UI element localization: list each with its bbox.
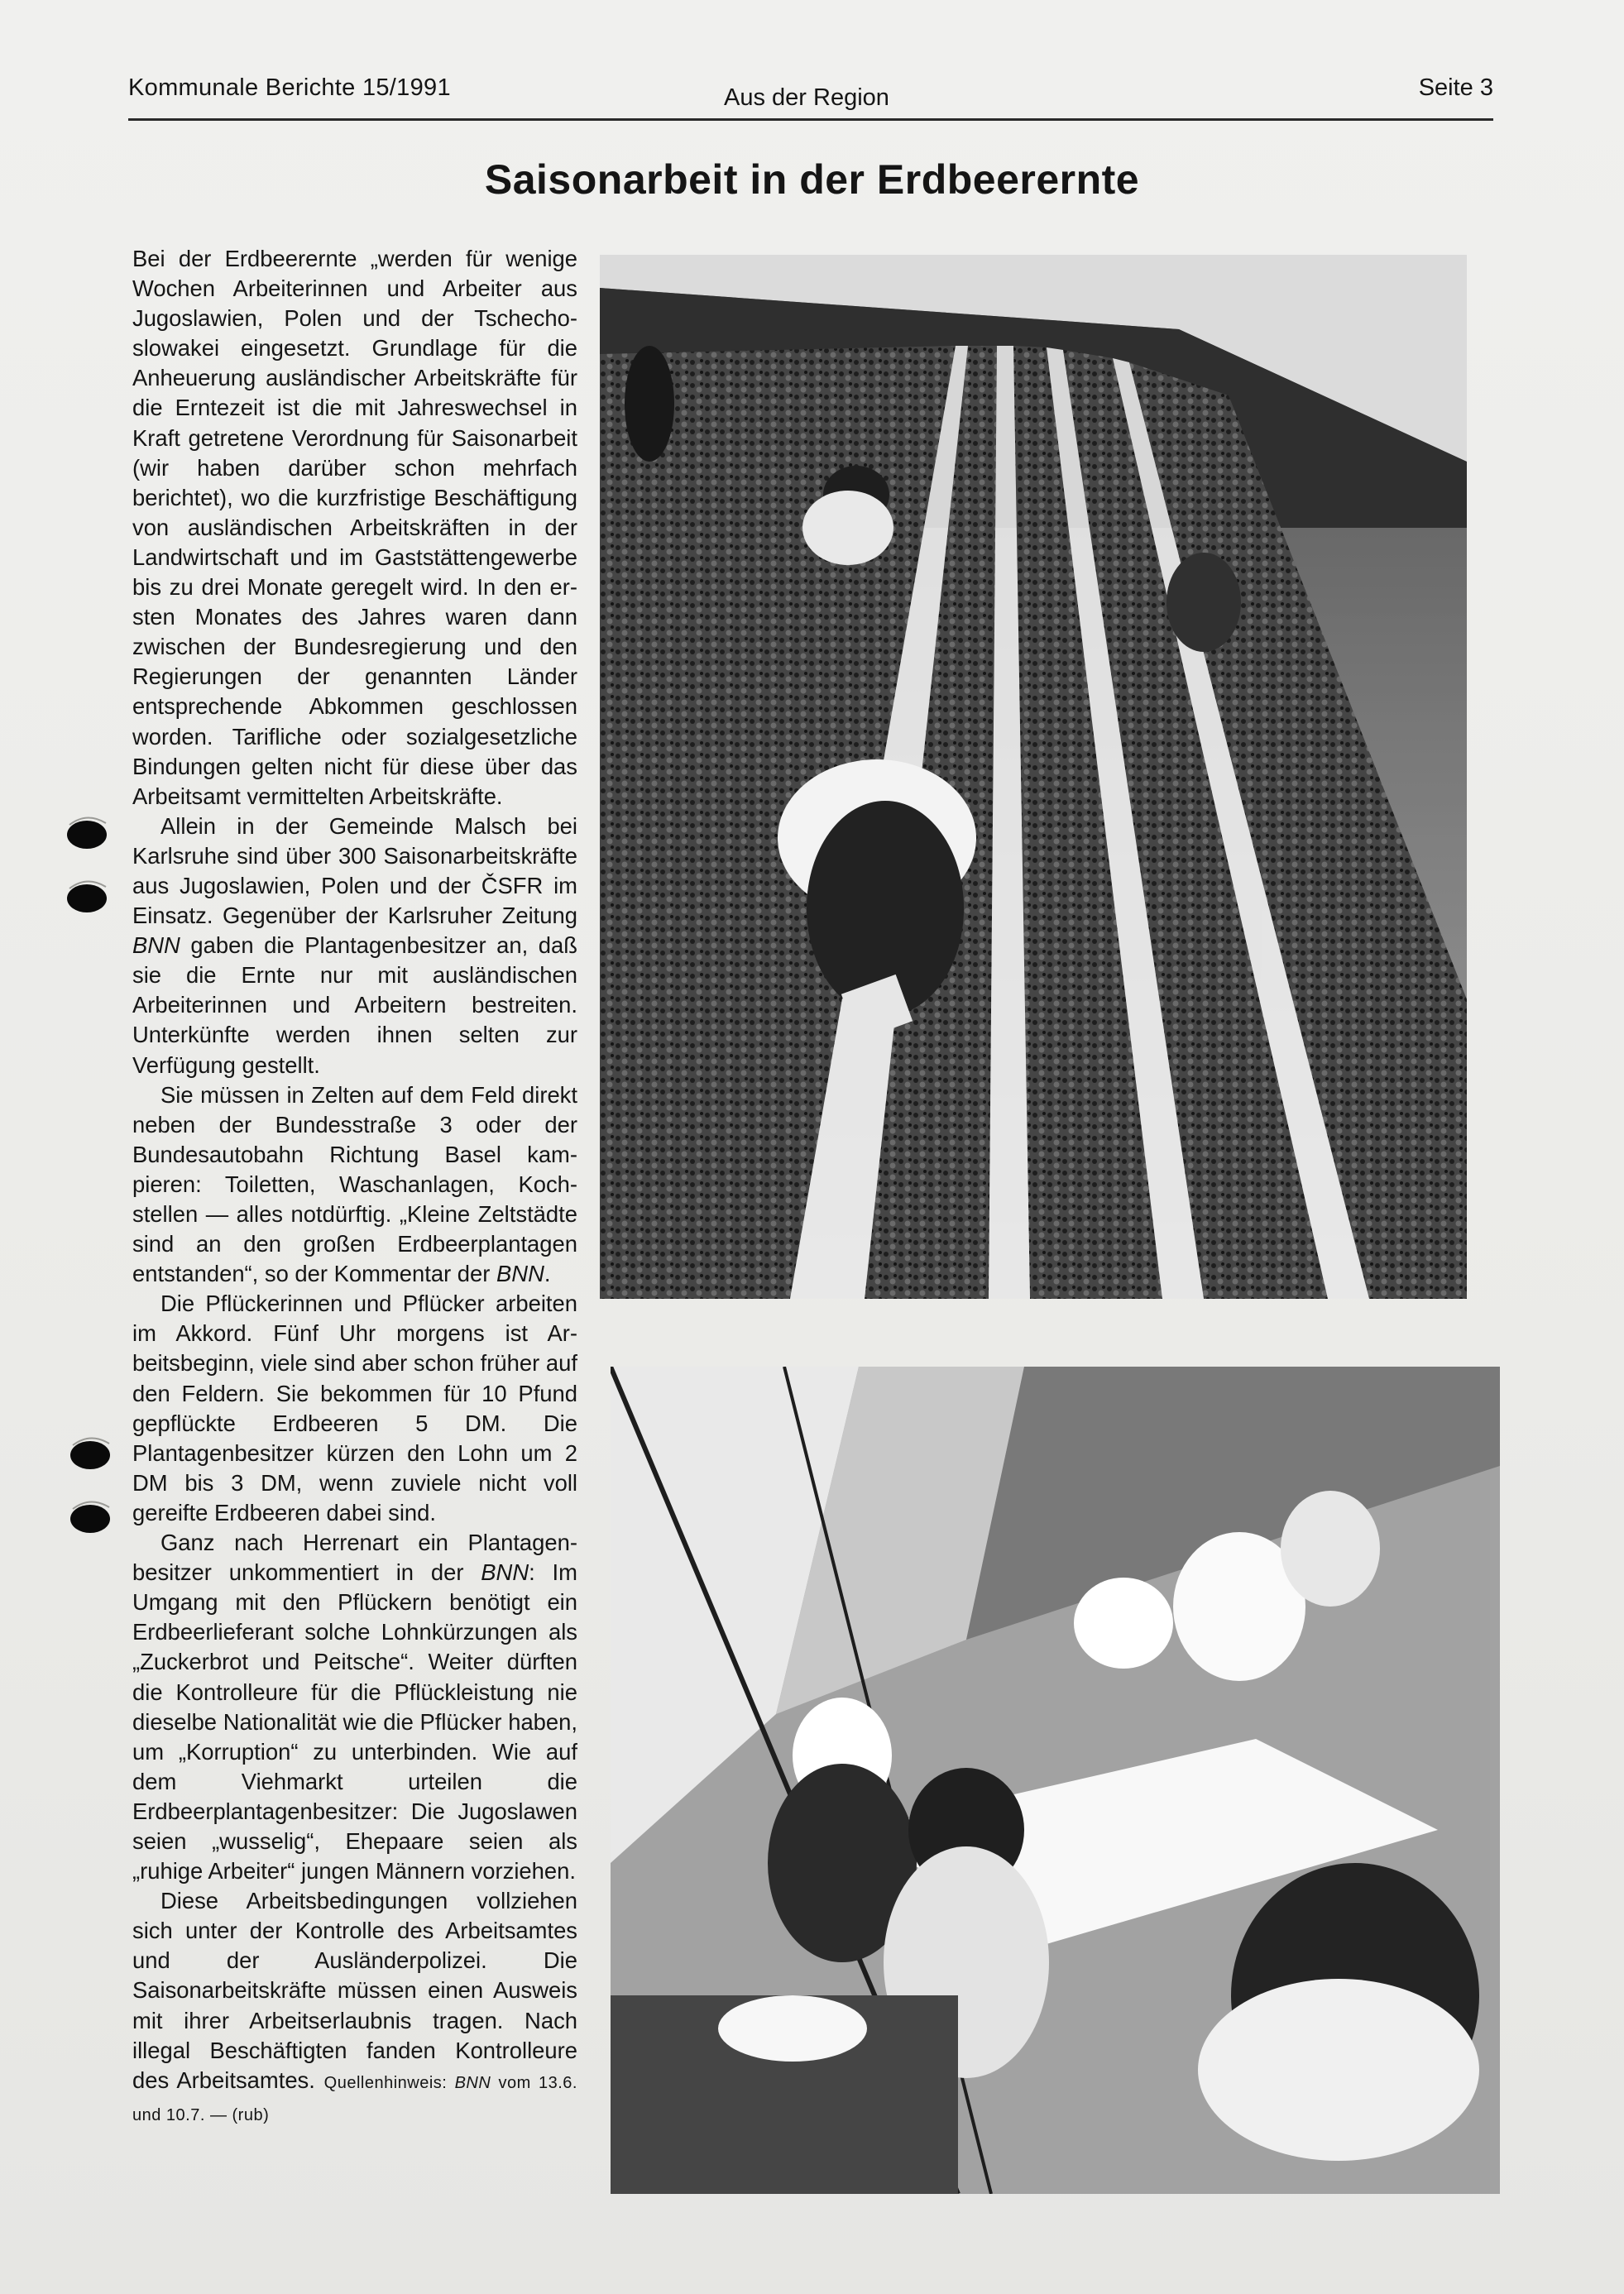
page-number: Seite 3 [1418,74,1493,101]
tent-camp-workers-photo [611,1367,1500,2194]
paragraph-3: Sie müssen in Zelten auf dem Feld direkt neben der Bundesstraße 3 oder der Bundesautobahn Richtung Basel kampieren: Toiletten, Waschanlagen, Kochstellen — alles notdürftig. „Kleine Zeltstädte sind an den großen Erdbeerplantagen entstanden“, so der Kommentar der BNN. [132,1081,577,1287]
publication-name: Kommunale Berichte 15/1991 [128,74,451,101]
strawberry-field-harvest-photo [600,255,1467,1299]
punch-hole-mark [65,815,109,850]
punch-hole-mark [68,1499,113,1534]
article-body [132,244,577,2130]
section-name: Aus der Region [724,84,889,111]
paragraph-6: Diese Arbeitsbedingungen vollziehen sich unter der Kontrolle des Arbeitsamtes und der Ausländerpolizei. Die Saisonarbeitskräfte müssen einen Ausweis mit ihrer Arbeitserlaubnis tragen. Nach illegal Beschäftigten fanden Kontrolleure des Arbeitsamtes. Quellenhinweis: BNN vom 13.6. und 10.7. — (rub) [132,1888,577,2124]
article-title: Saisonarbeit in der Erdbeerernte [484,156,1140,203]
punch-hole-mark [65,879,109,913]
source-credit: Quellenhinweis: BNN vom 13.6. und 10.7. — (rub) [132,2073,577,2124]
header-divider [128,118,1493,121]
paragraph-5: Ganz nach Herrenart ein Plantagenbesitzer unkommentiert in der BNN: Im Umgang mit den Pflückern benötigt ein Erdbeerlieferant solche Lohnkürzungen als „Zuckerbrot und Peitsche“. Weiter dürften die Kontrolleure für die Pflückleistung nie dieselbe Nationalität wie die Pflücker haben, um „Korruption“ zu unterbinden. Wie auf dem Viehmarkt urteilen die Erdbeerplantagenbesitzer: Die Jugoslawen seien „wusselig“, Ehepaare seien als „ruhige Arbeiter“ jungen Männern vorziehen. [132,1530,577,1885]
paragraph-4: Die Pflückerinnen und Pflücker arbeiten im Akkord. Fünf Uhr morgens ist Arbeitsbeginn, viele sind aber schon früher auf den Feldern. Sie bekommen für 10 Pfund gepflückte Erdbeeren 5 DM. Die Plantagenbesitzer kürzen den Lohn um 2 DM bis 3 DM, wenn zuviele nicht voll gereifte Erdbeeren dabei sind. [132,1291,577,1525]
paragraph-2: Allein in der Gemeinde Malsch bei Karlsruhe sind über 300 Saisonarbeitskräfte aus Jugoslawien, Polen und der ČSFR im Einsatz. Gegenüber der Karlsruher Zeitung BNN gaben die Plantagenbesitzer an, daß sie die Ernte nur mit ausländischen Arbeiterinnen und Arbeitern bestreiten. Unterkünfte werden ihnen selten zur Verfügung gestellt. [132,812,577,1078]
page-header [128,74,1493,124]
paragraph-1: Bei der Erdbeerernte „werden für wenige Wochen Arbeiterinnen und Arbeiter aus Jugoslawien, Polen und der Tschechoslowakei eingesetzt. Grundlage für die Anheuerung ausländischer Arbeitskräfte für die Erntezeit ist die mit Jahreswechsel in Kraft getretene Verordnung für Saisonarbeit (wir haben darüber schon mehrfach berichtet), wo die kurzfristige Beschäftigung von ausländischen Arbeitskräften in der Landwirtschaft und im Gaststättengewerbe bis zu drei Monate geregelt wird. In den ersten Monates des Jahres waren dann zwischen der Bundesregierung und den Regierungen der genannten Länder entsprechende Abkommen geschlossen worden. Tarifliche oder sozialgesetzliche Bindungen gelten nicht für diese über das Arbeitsamt vermittelten Arbeitskräfte. [132,246,577,809]
punch-hole-mark [68,1435,113,1470]
